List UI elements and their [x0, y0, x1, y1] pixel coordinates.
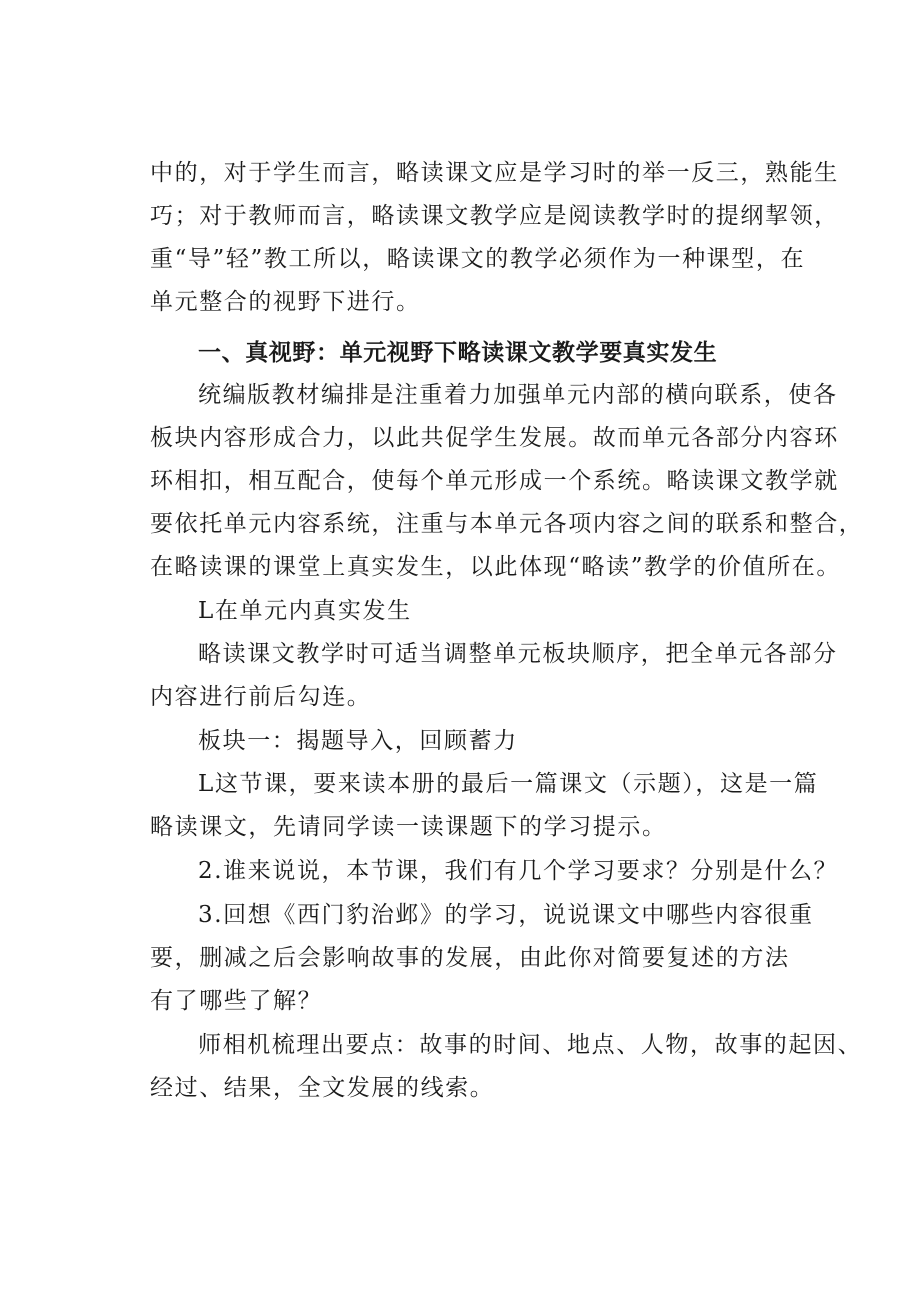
text-line: 3.回想《西门豹治邺》的学习，说说课文中哪些内容很重 — [198, 902, 814, 928]
text-line: 在略读课的课堂上真实发生，以此体现“略读”教学的价值所在。 — [150, 554, 841, 580]
text-line: 内容进行前后勾连。 — [150, 684, 372, 710]
text-line: 经过、结果，全文发展的线索。 — [150, 1075, 495, 1101]
text-line: 统编版教材编排是注重着力加强单元内部的横向联系，使各 — [198, 382, 838, 408]
text-line: 要，删减之后会影响故事的发展，由此你对简要复述的方法 — [150, 945, 790, 971]
text-line: 中的，对于学生而言，略读课文应是学习时的举一反三，熟能生 — [150, 160, 839, 186]
subheading: L在单元内真实发生 — [198, 598, 412, 624]
text-line: 单元整合的视野下进行。 — [150, 289, 421, 315]
section-heading: 一、真视野：单元视野下略读课文教学要真实发生 — [198, 340, 718, 366]
text-line: 板块内容形成合力，以此共促学生发展。故而单元各部分内容环 — [150, 425, 839, 451]
block-title: 板块一：揭题导入，回顾蓄力 — [198, 728, 518, 754]
text-line: 2.谁来说说，本节课，我们有几个学习要求？分别是什么？ — [198, 858, 839, 884]
text-line: 重“导”轻”教工所以，略读课文的教学必须作为一种课型，在 — [150, 246, 806, 272]
text-line: 巧；对于教师而言，略读课文教学应是阅读教学时的提纲挈领， — [150, 203, 839, 229]
text-line: 师相机梳理出要点：故事的时间、地点、人物，故事的起因、 — [198, 1032, 863, 1058]
text-line: 略读课文，先请同学读一读课题下的学习提示。 — [150, 814, 667, 840]
text-line: 环相扣，相互配合，使每个单元形成一个系统。略读课文教学就 — [150, 468, 839, 494]
text-line: 略读课文教学时可适当调整单元板块顺序，把全单元各部分 — [198, 641, 838, 667]
text-line: 要依托单元内容系统，注重与本单元各项内容之间的联系和整合， — [150, 511, 864, 537]
text-line: 有了哪些了解？ — [150, 988, 323, 1014]
text-line: L这节课，要来读本册的最后一篇课文（示题），这是一篇 — [198, 771, 819, 797]
